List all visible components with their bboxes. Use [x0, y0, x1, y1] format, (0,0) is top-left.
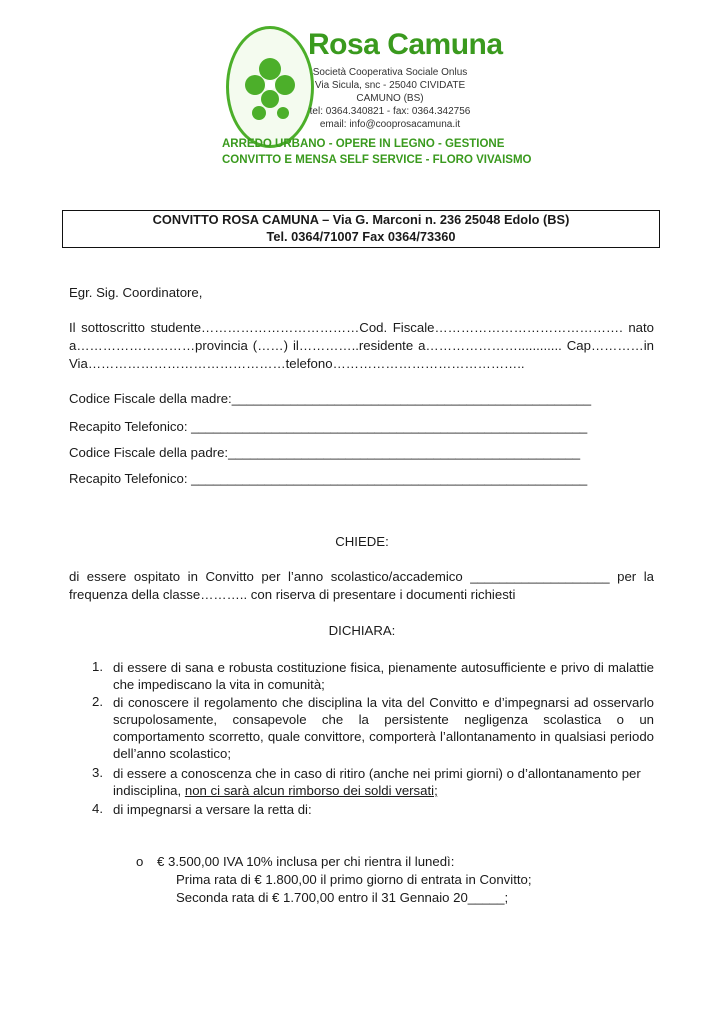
- intro-line-1: Il sottoscritto studente………………………………Cod. Fiscale……………………………………. nato: [69, 320, 654, 335]
- declaration-item-3-text: di essere a conoscenza che in caso di ritiro (anche nei primi giorni) o d’allontanamento per indisciplina,: [113, 766, 641, 798]
- no-refund-notice: non ci sarà alcun rimborso dei soldi versati;: [184, 783, 438, 798]
- father-phone-field[interactable]: Recapito Telefonico: ______________________________________________________: [69, 471, 588, 486]
- company-info: [300, 66, 480, 131]
- company-activities-2: CONVITTO E MENSA SELF SERVICE - FLORO VIVAISMO: [222, 154, 532, 166]
- company-logo: [222, 22, 532, 174]
- intro-line-2: a………………………provincia (……) il…………..residente a…………………............ Cap…………in: [69, 338, 654, 353]
- item-number: 1.: [92, 659, 103, 674]
- intro-line-3: Via………………………………………telefono……………………………………..: [69, 356, 525, 371]
- item-number: 4.: [92, 801, 103, 816]
- item-number: 2.: [92, 694, 103, 709]
- company-type: Società Cooperativa Sociale Onlus: [312, 67, 468, 78]
- request-line-1: di essere ospitato in Convitto per l’anno scolastico/accademico ___________________ per la: [69, 569, 654, 584]
- dichiara-heading: DICHIARA:: [328, 623, 396, 638]
- fee-total: € 3.500,00 IVA 10% inclusa per chi rientra il lunedì:: [157, 854, 455, 869]
- declaration-item-1: di essere di sana e robusta costituzione fisica, pienamente autosufficiente e privo di malattie che impediscano la vita in comunità;: [113, 660, 654, 692]
- item-number: 3.: [92, 765, 103, 780]
- brand-name: Rosa Camuna: [308, 28, 503, 61]
- convitto-contacts: Tel. 0364/71007 Fax 0364/73360: [266, 229, 456, 244]
- company-phone: tel: 0364.340821 - fax: 0364.342756: [309, 106, 471, 117]
- father-tax-code-field[interactable]: Codice Fiscale della padre:________________________________________________: [69, 445, 581, 460]
- bullet-icon: o: [136, 854, 144, 869]
- declaration-item-4: di impegnarsi a versare la retta di:: [113, 802, 312, 817]
- company-email: email: info@cooprosacamuna.it: [319, 119, 461, 130]
- mother-tax-code-field[interactable]: Codice Fiscale della madre:_________________________________________________: [69, 391, 592, 406]
- company-address: Via Sicula, snc - 25040 CIVIDATE CAMUNO (BS): [314, 80, 466, 104]
- declaration-item-3: [113, 765, 654, 799]
- greeting: Egr. Sig. Coordinatore,: [69, 285, 203, 300]
- company-activities-1: ARREDO URBANO - OPERE IN LEGNO - GESTIONE: [222, 138, 505, 150]
- fee-second-installment: Seconda rata di € 1.700,00 entro il 31 Gennaio 20_____;: [176, 890, 509, 905]
- fee-first-installment: Prima rata di € 1.800,00 il primo giorno di entrata in Convitto;: [176, 872, 532, 887]
- convitto-header-box: [62, 210, 660, 248]
- declaration-item-2: di conoscere il regolamento che disciplina la vita del Convitto e d’impegnarsi ad osservarlo scrupolosamente, consapevole che la persistente negligenza scolastica o un comportamento scorretto, quale convittore, comporterà l’allontanamento in qualsiasi periodo dell’anno scolastico;: [113, 695, 654, 761]
- convitto-address: CONVITTO ROSA CAMUNA – Via G. Marconi n. 236 25048 Edolo (BS): [152, 212, 570, 227]
- chiede-heading: CHIEDE:: [335, 534, 389, 549]
- request-line-2: frequenza della classe……….. con riserva di presentare i documenti richiesti: [69, 587, 516, 602]
- mother-phone-field[interactable]: Recapito Telefonico: ______________________________________________________: [69, 419, 588, 434]
